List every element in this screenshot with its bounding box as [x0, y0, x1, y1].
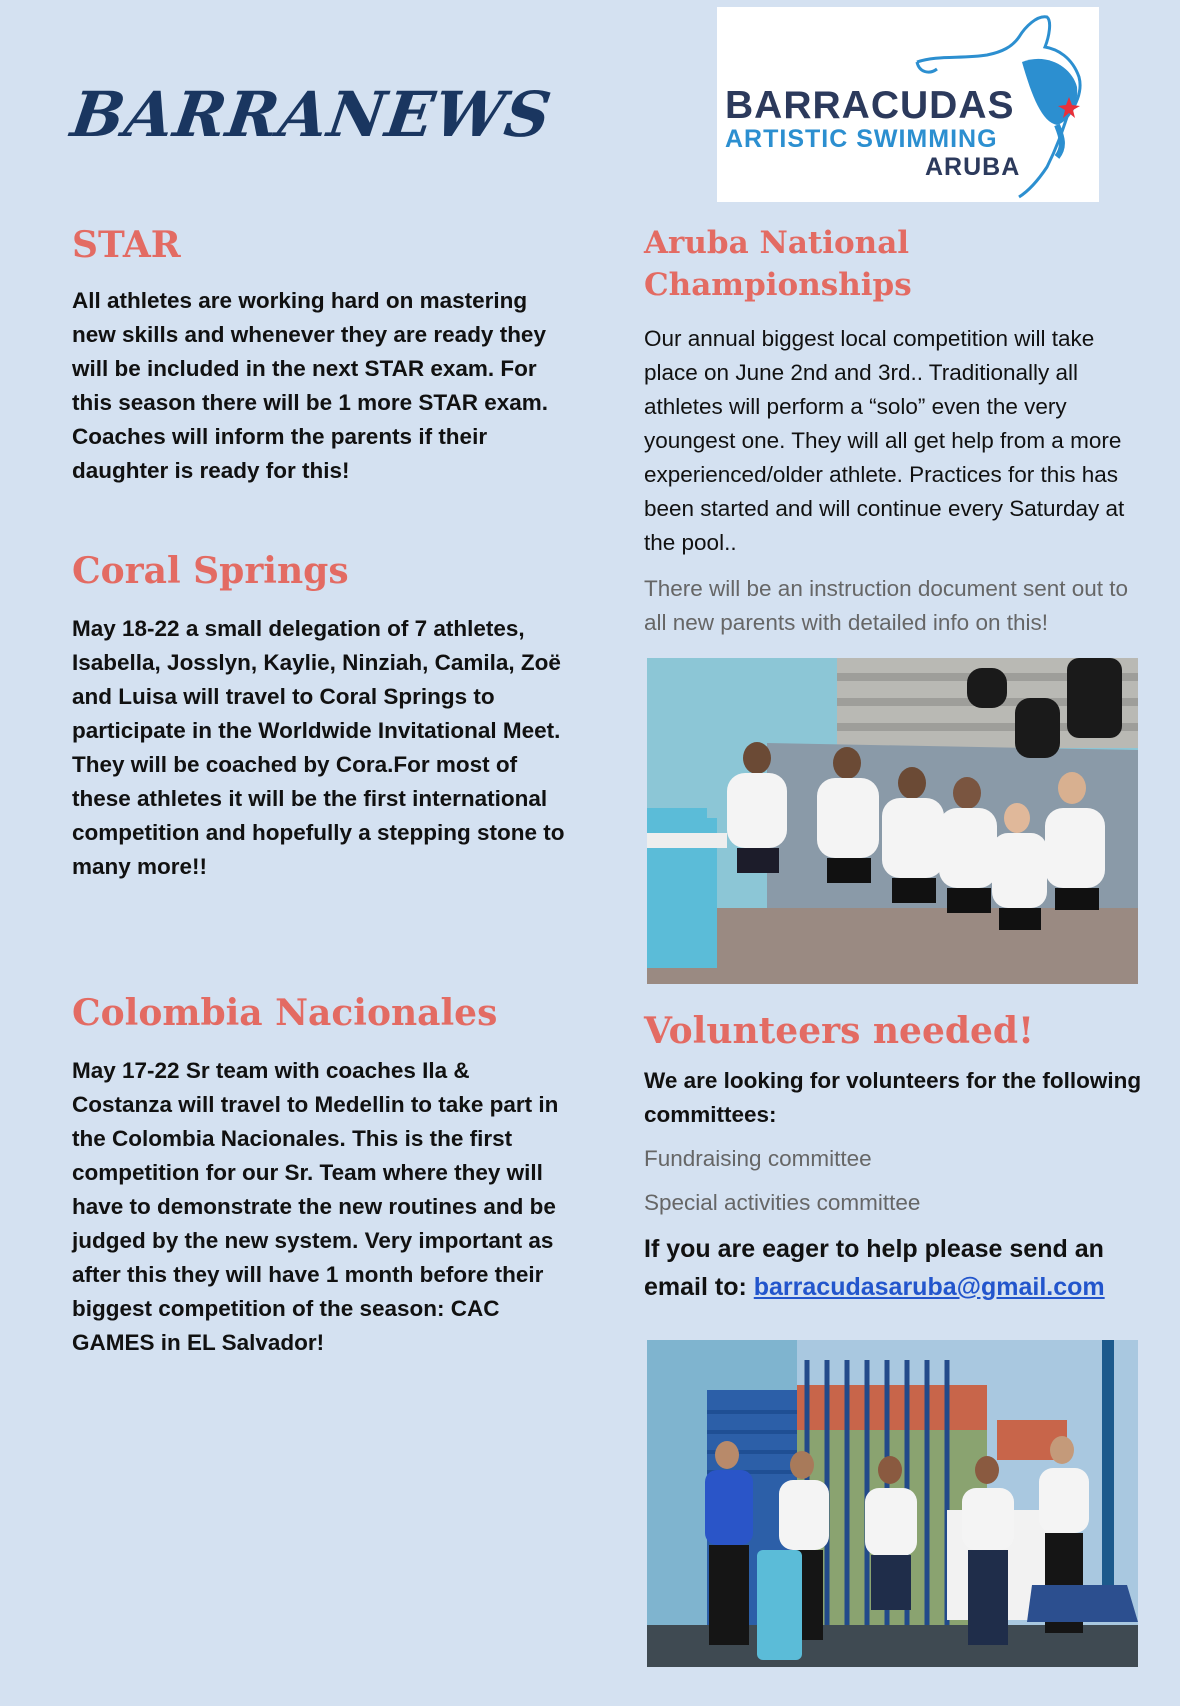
section-coral-springs — [72, 548, 572, 884]
section-heading: Colombia Nacionales — [72, 992, 498, 1034]
volunteers-intro: We are looking for volunteers for the following committees: — [644, 1068, 1142, 1127]
logo-line-artistic-swimming: ARTISTIC SWIMMING — [725, 125, 998, 153]
section-heading: Coral Springs — [72, 550, 349, 592]
athletes-photo — [647, 658, 1138, 984]
volunteers-photo — [647, 1340, 1138, 1667]
logo-line-barracudas: BARRACUDAS — [725, 84, 1015, 127]
section-heading: STAR — [72, 224, 181, 266]
section-body: May 18-22 a small delegation of 7 athletes, Isabella, Josslyn, Kaylie, Ninziah, Camila, Zoë and Luisa will travel to Coral Springs to participate in the Worldwide Invitational Meet. They will be coached by Cora.For most of these athletes it will be the first international competition and hopefully a stepping stone to many more!! — [72, 616, 565, 879]
committee-item: Special activities committee — [644, 1190, 921, 1215]
cta-text: If you are eager to help please send an email to: — [644, 1235, 1104, 1301]
section-volunteers — [644, 1008, 1144, 1306]
section-aruba-national-championships — [644, 222, 1144, 640]
section-body: Our annual biggest local competition will take place on June 2nd and 3rd.. Traditionally all athletes will perform a “solo” even the very youngest one. They will all get help from a more experienced/older athlete. Practices for this has been started and will continue every Saturday at the pool.. — [644, 326, 1125, 555]
section-colombia-nacionales — [72, 990, 572, 1360]
section-note: There will be an instruction document sent out to all new parents with detailed info on this! — [644, 576, 1129, 635]
newsletter-title: BARRANEWS — [66, 78, 557, 151]
logo-line-aruba: ARUBA — [925, 153, 1021, 181]
section-body: May 17-22 Sr team with coaches Ila & Costanza will travel to Medellin to take part in the Colombia Nacionales. This is the first competition for our Sr. Team where they will have to demonstrate the new routines and be judged by the new system. Very important as after this they will have 1 month before their biggest competition of the season: CAC GAMES in EL Salvador! — [72, 1058, 559, 1355]
volunteers-cta — [644, 1230, 1144, 1306]
section-body: All athletes are working hard on mastering new skills and whenever they are ready they will be included in the next STAR exam. For this season there will be 1 more STAR exam. Coaches will inform the parents if their daughter is ready for this! — [72, 288, 548, 483]
email-link[interactable]: barracudasaruba@gmail.com — [753, 1273, 1105, 1301]
section-heading: Volunteers needed! — [644, 1010, 1034, 1052]
club-logo — [717, 7, 1099, 202]
section-heading: Aruba National Championships — [644, 225, 912, 303]
committee-item: Fundraising committee — [644, 1146, 872, 1171]
section-star — [72, 222, 572, 488]
